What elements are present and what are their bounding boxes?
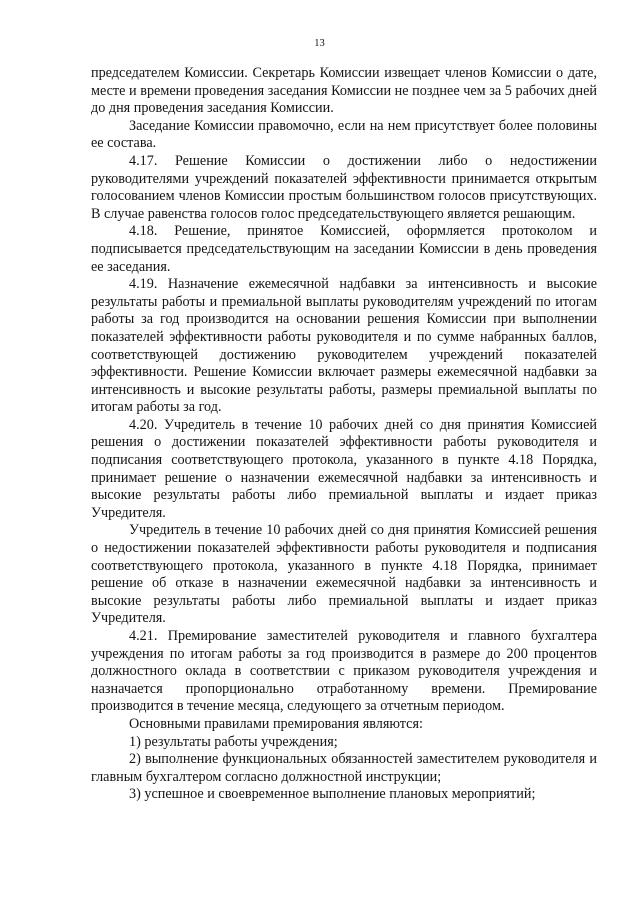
paragraph-4-19: 4.19. Назначение ежемесячной надбавки за интенсивность и высокие результаты работы и премиальной выплаты руководителям учреждений по итогам работы за год производится на основании решения Комиссии при выполнении показателей эффективности работы руководителя и по сумме набранных баллов, соответствующей достижению руководителем учреждений показателей эффективности. Решение Комиссии включает размеры ежемесячной надбавки за интенсивность и высокие результаты работы, размеры премиальной выплаты по итогам работы за год. xyxy=(91,276,597,416)
paragraph-4-20: 4.20. Учредитель в течение 10 рабочих дней со дня принятия Комиссией решения о достижении показателей эффективности работы руководителя и подписания соответствующего протокола, указанного в пункте 4.18 Порядка, принимает решение о назначении ежемесячной надбавки за интенсивность и высокие результаты работы либо премиальной выплаты и издает приказ Учредителя. xyxy=(91,416,597,521)
paragraph-4-18: 4.18. Решение, принятое Комиссией, оформляется протоколом и подписывается председательствующим на заседании Комиссии в день проведения ее заседания. xyxy=(91,223,597,275)
document-body xyxy=(91,65,597,804)
list-item-1: 1) результаты работы учреждения; xyxy=(129,733,338,750)
page-number: 13 xyxy=(314,38,325,49)
paragraph-refusal: Учредитель в течение 10 рабочих дней со дня принятия Комиссией решения о недостижении показателей эффективности работы руководителя и подписания соответствующего протокола, указанного в пункте 4.18 Порядка, принимает решение об отказе в назначении ежемесячной надбавки за интенсивность и высокие результаты работы либо премиальной выплаты и издает приказ Учредителя. xyxy=(91,522,597,627)
list-item-2: 2) выполнение функциональных обязанностей заместителем руководителя и главным бухгалтером согласно должностной инструкции; xyxy=(91,751,597,785)
paragraph-4-17: 4.17. Решение Комиссии о достижении либо о недостижении руководителями учреждений показателей эффективности принимается открытым голосованием членов Комиссии простым большинством голосов присутствующих. В случае равенства голосов голос председательствующего является решающим. xyxy=(91,152,597,222)
paragraph-secretary-notice: председателем Комиссии. Секретарь Комиссии извещает членов Комиссии о дате, месте и времени проведения заседания Комиссии не позднее чем за 5 рабочих дней до дня проведения заседания Комиссии. xyxy=(91,65,597,117)
paragraph-rules-intro: Основными правилами премирования являются: xyxy=(129,715,423,732)
list-item-3: 3) успешное и своевременное выполнение плановых мероприятий; xyxy=(129,786,536,803)
paragraph-4-21: 4.21. Премирование заместителей руководителя и главного бухгалтера учреждения по итогам работы за год производится в размере до 200 процентов должностного оклада в соответствии с приказом руководителя учреждения и назначается пропорционально отработанному времени. Премирование производится в течение месяца, следующего за отчетным периодом. xyxy=(91,628,597,715)
paragraph-quorum: Заседание Комиссии правомочно, если на нем присутствует более половины ее состава. xyxy=(91,117,597,152)
